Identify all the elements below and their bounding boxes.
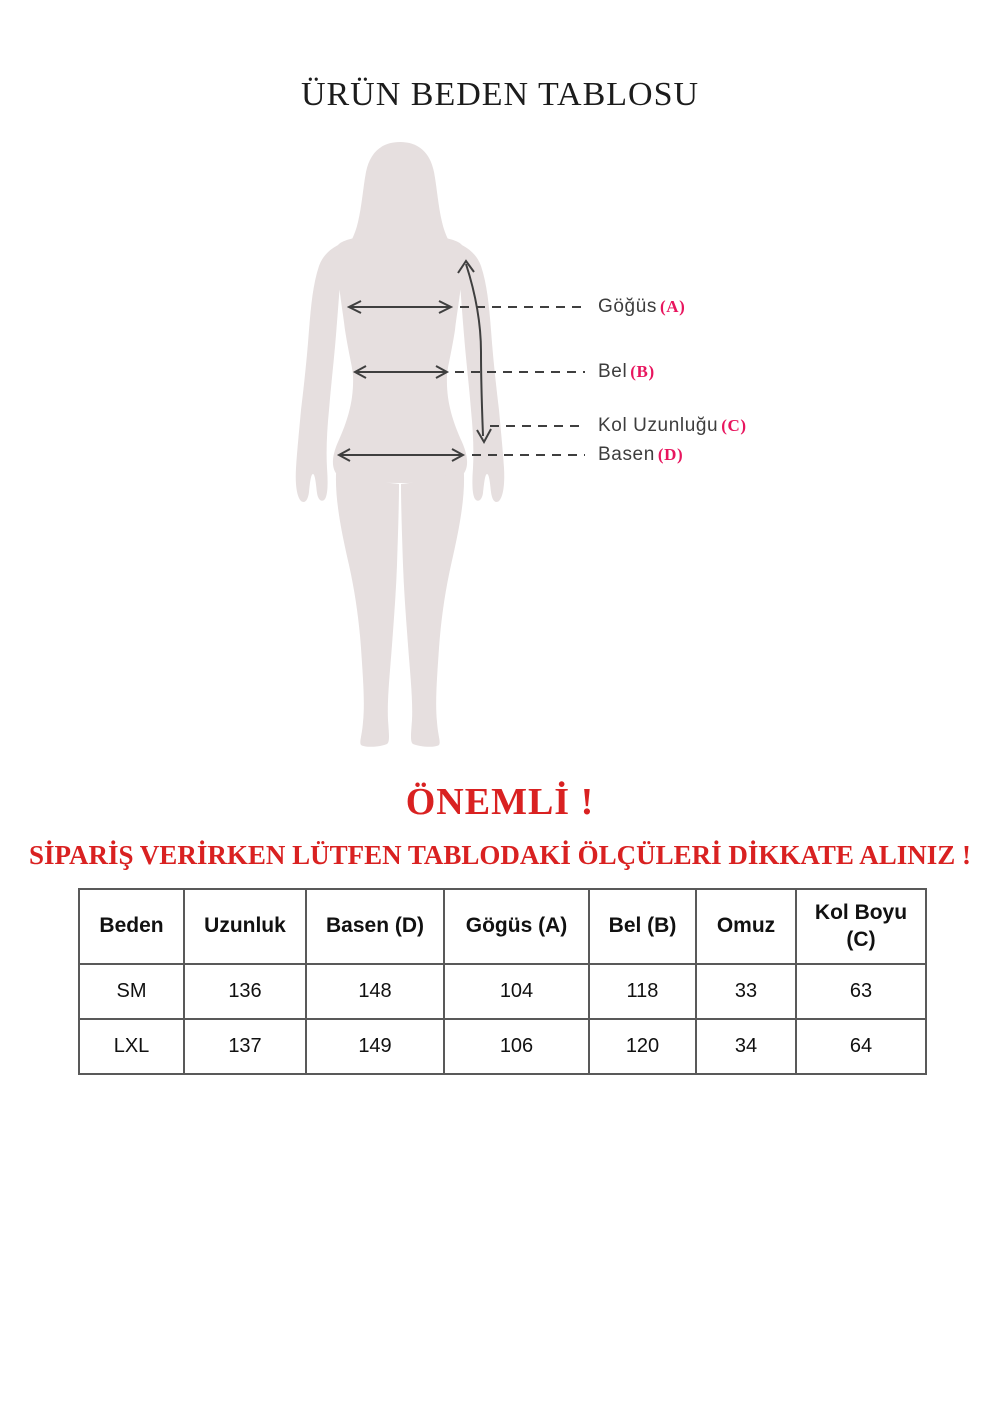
size-table <box>78 888 927 1075</box>
cell-basen: 148 <box>306 964 444 1019</box>
col-header-uzunluk: Uzunluk <box>184 889 306 964</box>
size-row-sm <box>79 964 926 1019</box>
col-header-gogus: Gögüs (A) <box>444 889 589 964</box>
label-waist-text: Bel <box>598 361 628 382</box>
cell-kol-boyu: 63 <box>796 964 926 1019</box>
cell-uzunluk: 137 <box>184 1019 306 1074</box>
cell-basen: 149 <box>306 1019 444 1074</box>
label-hip-key: (D) <box>657 445 684 464</box>
important-heading: ÖNEMLİ ! <box>405 781 595 823</box>
cell-size: LXL <box>79 1019 184 1074</box>
col-header-kol-boyu: Kol Boyu (C) <box>796 889 926 964</box>
warning-message: SİPARİŞ VERİRKEN LÜTFEN TABLODAKİ ÖLÇÜLERİ DİKKATE ALINIZ ! <box>29 840 971 870</box>
label-arm-length-key: (C) <box>721 416 747 435</box>
cell-gogus: 104 <box>444 964 589 1019</box>
cell-gogus: 106 <box>444 1019 589 1074</box>
label-chest-text: Göğüs <box>598 296 657 317</box>
cell-bel: 120 <box>589 1019 696 1074</box>
cell-size: SM <box>79 964 184 1019</box>
label-chest <box>598 296 685 318</box>
cell-kol-boyu: 64 <box>796 1019 926 1074</box>
col-header-bel: Bel (B) <box>589 889 696 964</box>
label-hip <box>598 444 683 466</box>
label-waist-key: (B) <box>630 362 655 381</box>
label-hip-text: Basen <box>598 444 655 465</box>
cell-omuz: 33 <box>696 964 796 1019</box>
label-chest-key: (A) <box>659 297 686 316</box>
size-row-lxl <box>79 1019 926 1074</box>
col-header-omuz: Omuz <box>696 889 796 964</box>
page-title: ÜRÜN BEDEN TABLOSU <box>300 76 700 113</box>
label-arm-length-text: Kol Uzunluğu <box>598 415 719 436</box>
label-waist <box>598 361 655 383</box>
female-silhouette <box>296 142 505 747</box>
cell-uzunluk: 136 <box>184 964 306 1019</box>
cell-bel: 118 <box>589 964 696 1019</box>
col-header-basen: Basen (D) <box>306 889 444 964</box>
size-table-header-row <box>79 889 926 964</box>
cell-omuz: 34 <box>696 1019 796 1074</box>
label-arm-length <box>598 415 747 437</box>
col-header-beden: Beden <box>79 889 184 964</box>
